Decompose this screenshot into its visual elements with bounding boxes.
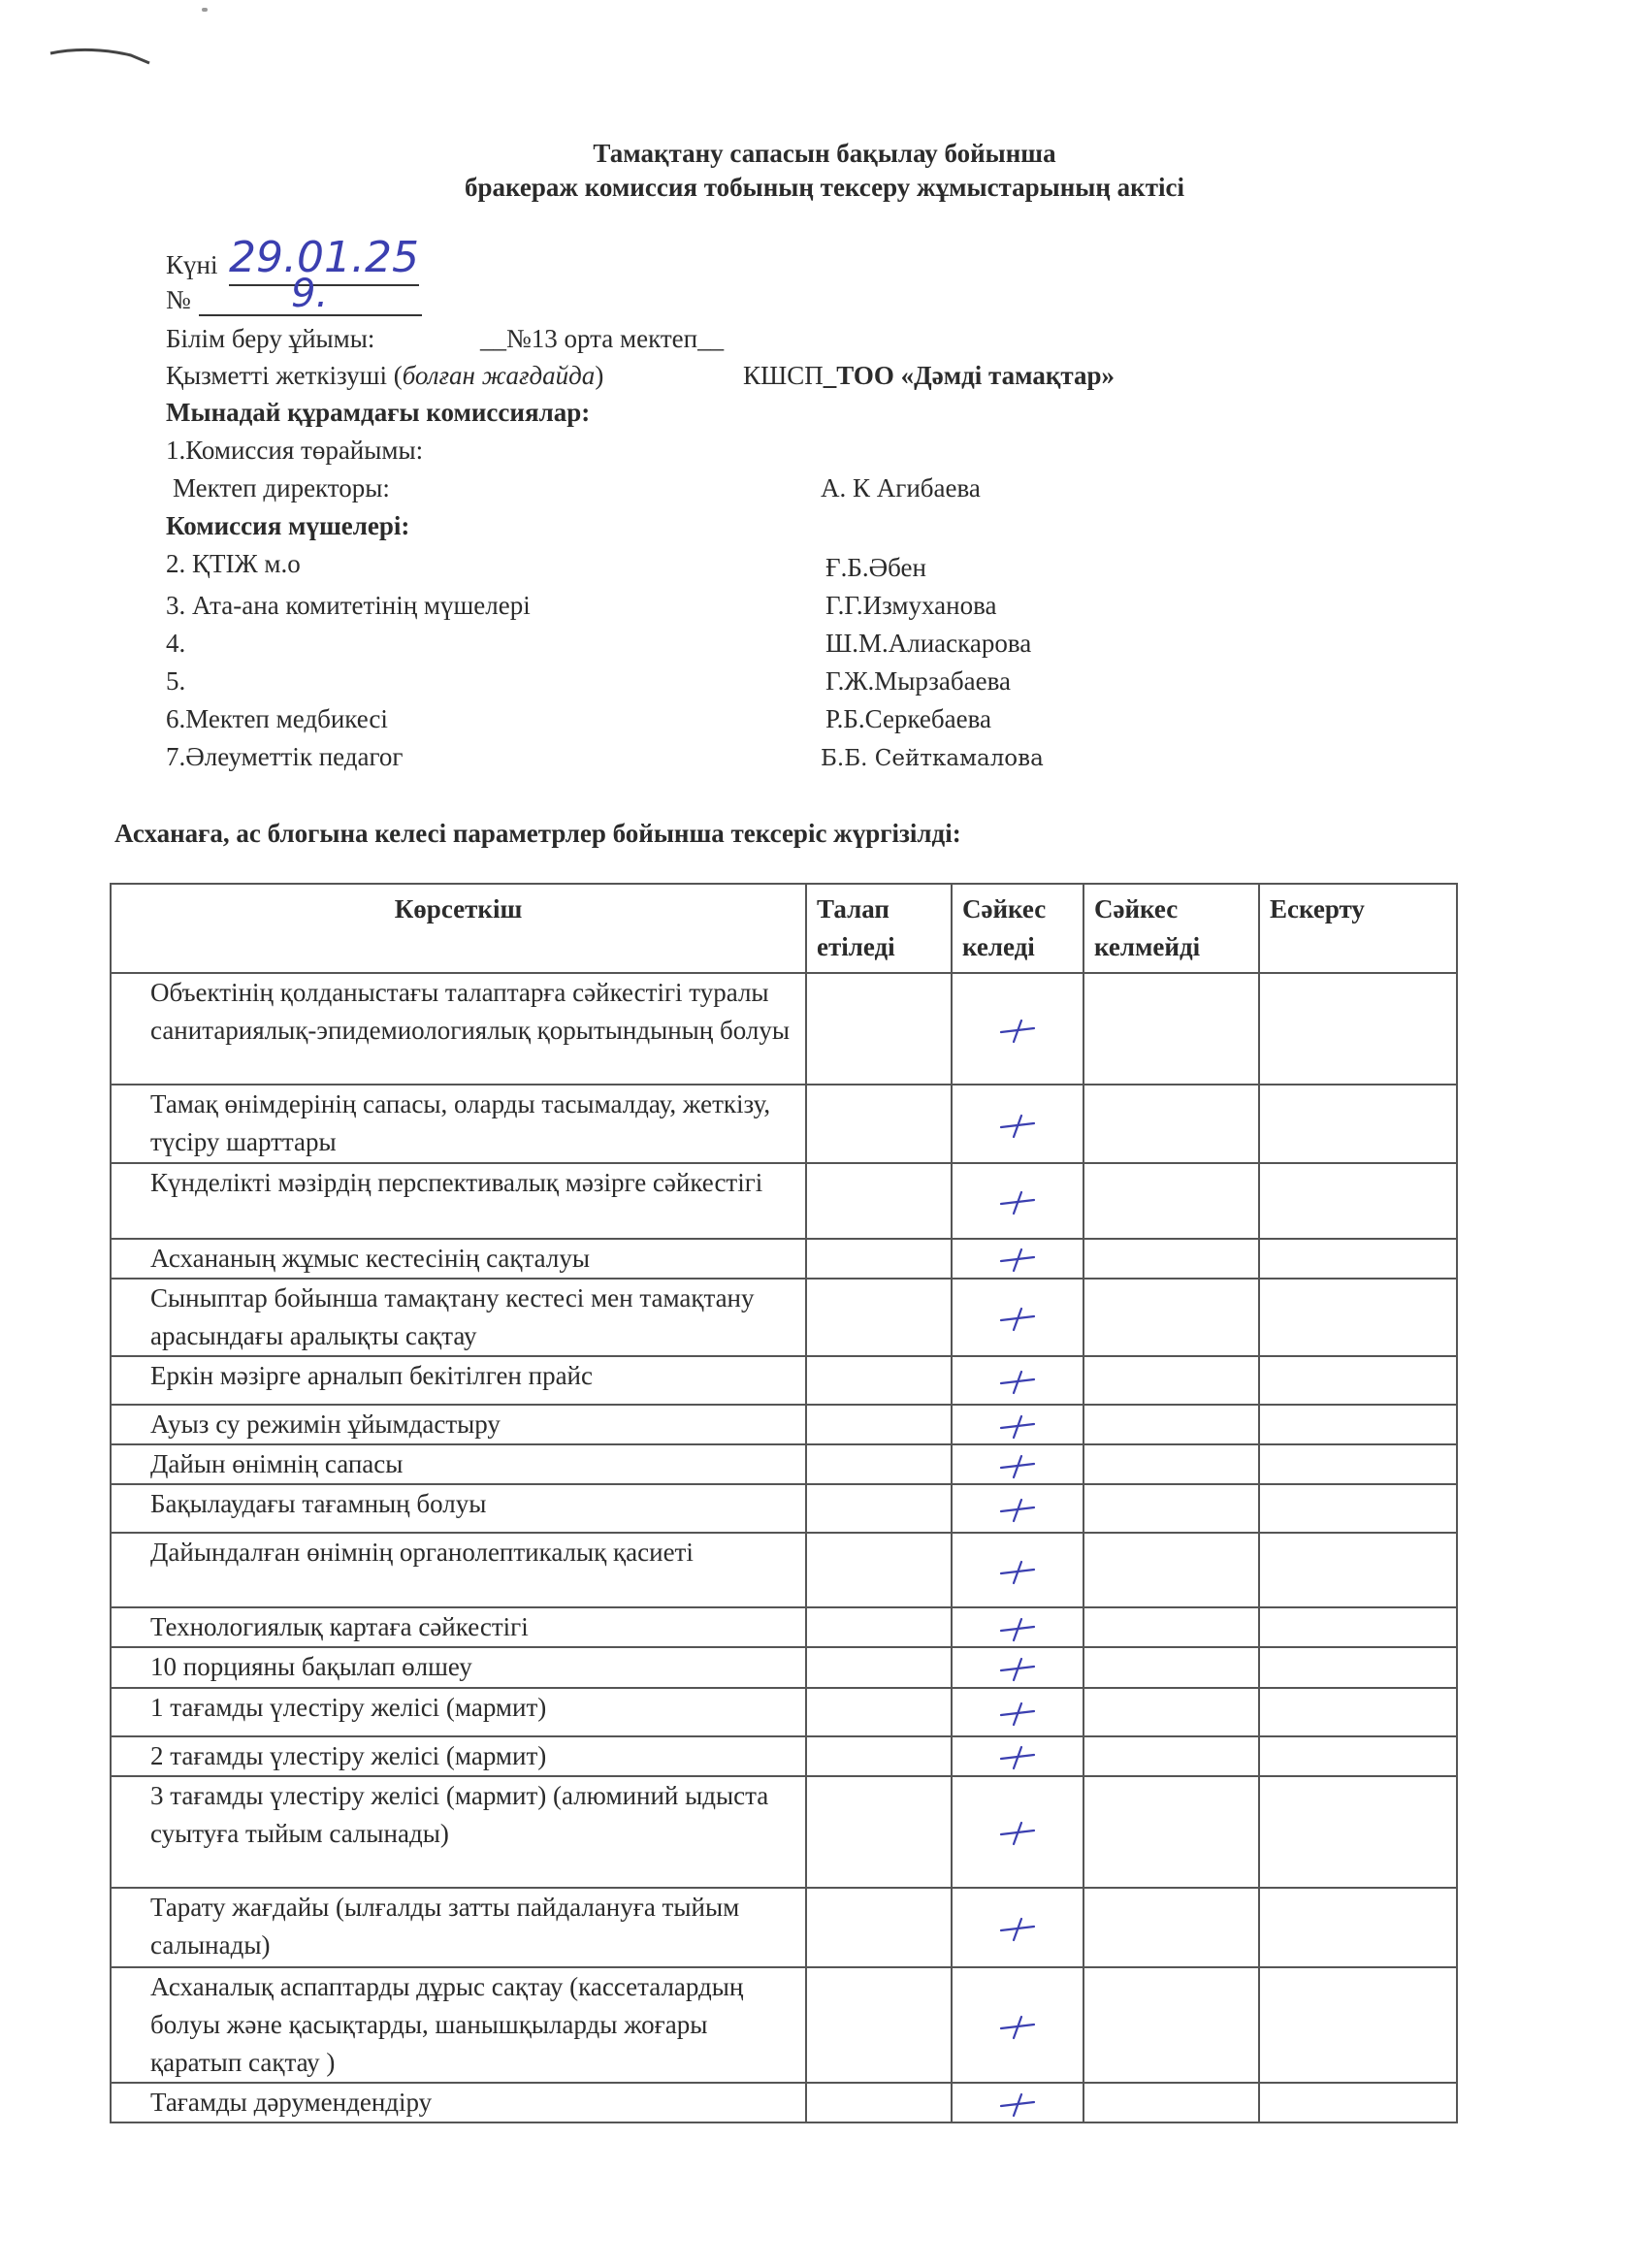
not-complies-cell: [1083, 1736, 1259, 1776]
table-row: [111, 1085, 1457, 1162]
indicator-cell: Тамақ өнімдерінің сапасы, оларды тасымалдау, жеткізу, түсіру шарттары: [111, 1085, 806, 1162]
complies-cell: [952, 973, 1083, 1085]
complies-cell: [952, 2083, 1083, 2122]
not-complies-cell: [1083, 1356, 1259, 1405]
complies-mark: [998, 2015, 1037, 2040]
complies-cell: [952, 1688, 1083, 1736]
indicator-cell: 2 тағамды үлестіру желісі (мармит): [111, 1736, 806, 1776]
table-row: [111, 1239, 1457, 1279]
date-label: Күні: [166, 250, 218, 279]
complies-cell: [952, 1533, 1083, 1607]
table-row: [111, 1607, 1457, 1647]
complies-mark: [998, 1370, 1037, 1395]
complies-mark: [998, 1560, 1037, 1585]
indicator-cell: Еркін мәзірге арналып бекітілген прайс: [111, 1356, 806, 1405]
note-cell: [1259, 1163, 1457, 1239]
complies-cell: [952, 1647, 1083, 1687]
not-complies-cell: [1083, 1279, 1259, 1356]
supplier-value-line: [743, 361, 1115, 391]
table-row: [111, 1163, 1457, 1239]
complies-cell: [952, 1607, 1083, 1647]
complies-cell: [952, 1239, 1083, 1279]
complies-mark: [998, 1657, 1037, 1682]
table-row: [111, 1444, 1457, 1484]
complies-cell: [952, 1356, 1083, 1405]
number-underline: [199, 314, 422, 316]
table-header-row: [111, 884, 1457, 973]
complies-mark: [998, 1307, 1037, 1332]
complies-cell: [952, 1163, 1083, 1239]
note-cell: [1259, 1484, 1457, 1533]
complies-cell: [952, 1484, 1083, 1533]
member-name: Ғ.Б.Әбен: [825, 553, 926, 582]
column-header: Сәйкес келеді: [952, 884, 1083, 973]
required-cell: [806, 973, 952, 1085]
member-role: 5.: [166, 666, 186, 696]
indicator-cell: Асхананың жұмыс кестесінің сақталуы: [111, 1239, 806, 1279]
member-role: 3. Ата-ана комитетінің мүшелері: [166, 591, 531, 620]
indicator-cell: Технологиялық картаға сәйкестігі: [111, 1607, 806, 1647]
complies-mark: [998, 1617, 1037, 1642]
note-cell: [1259, 1688, 1457, 1736]
complies-cell: [952, 1736, 1083, 1776]
required-cell: [806, 1239, 952, 1279]
table-body: [111, 973, 1457, 2122]
member-role: 6.Мектеп медбикесі: [166, 704, 388, 733]
member-role: 7.Әлеуметтік педагог: [166, 742, 404, 771]
required-cell: [806, 1776, 952, 1888]
supplier-label: Қызметті жеткізуші (: [166, 361, 403, 390]
indicator-cell: Тағамды дәрумендендіру: [111, 2083, 806, 2122]
required-cell: [806, 1647, 952, 1687]
supplier-prefix: КШСП: [743, 361, 824, 390]
table-row: [111, 1356, 1457, 1405]
supplier-line: [166, 361, 603, 391]
not-complies-cell: [1083, 1607, 1259, 1647]
table-row: [111, 1776, 1457, 1888]
section-heading: Асханаға, ас блогына келесі параметрлер бойынша тексеріс жүргізілді:: [114, 819, 961, 848]
table-row: [111, 1647, 1457, 1687]
table-row: [111, 1888, 1457, 1967]
chair-role: Мектеп директоры:: [173, 473, 390, 502]
indicator-cell: Ауыз су режимін ұйымдастыру: [111, 1405, 806, 1444]
complies-mark: [998, 1917, 1037, 1942]
required-cell: [806, 1967, 952, 2083]
complies-cell: [952, 1279, 1083, 1356]
indicator-cell: Күнделікті мәзірдің перспективалық мәзірге сәйкестігі: [111, 1163, 806, 1239]
not-complies-cell: [1083, 1647, 1259, 1687]
complies-mark: [998, 1701, 1037, 1727]
inspection-table: [110, 883, 1458, 2123]
member-name: Ш.М.Алиаскарова: [825, 629, 1032, 658]
indicator-cell: Дайын өнімнің сапасы: [111, 1444, 806, 1484]
required-cell: [806, 1279, 952, 1356]
table-row: [111, 1967, 1457, 2083]
column-header: Ескерту: [1259, 884, 1457, 973]
complies-cell: [952, 1776, 1083, 1888]
complies-mark: [998, 1821, 1037, 1846]
date-value: 29.01.25: [229, 233, 419, 282]
member-role: 2. ҚТІЖ м.о: [166, 549, 301, 578]
not-complies-cell: [1083, 1533, 1259, 1607]
chair-label: 1.Комиссия төрайымы:: [166, 436, 424, 465]
note-cell: [1259, 1356, 1457, 1405]
column-header: Сәйкес келмейді: [1083, 884, 1259, 973]
member-name: Р.Б.Серкебаева: [825, 704, 991, 733]
not-complies-cell: [1083, 1444, 1259, 1484]
column-header: Талап етіледі: [806, 884, 952, 973]
complies-cell: [952, 1888, 1083, 1967]
note-cell: [1259, 1444, 1457, 1484]
table-row: [111, 1688, 1457, 1736]
scan-mark: [48, 44, 155, 73]
note-cell: [1259, 973, 1457, 1085]
not-complies-cell: [1083, 1484, 1259, 1533]
table-row: [111, 1405, 1457, 1444]
supplier-condition: болған жағдайда: [402, 361, 596, 390]
org-label: Білім беру ұйымы:: [166, 324, 375, 353]
required-cell: [806, 1688, 952, 1736]
supplier-label-end: ): [595, 361, 604, 390]
table-row: [111, 1279, 1457, 1356]
document-title-line1: Тамақтану сапасын бақылау бойынша: [593, 139, 1056, 168]
indicator-cell: Асханалық аспаптарды дұрыс сақтау (кассеталардың болуы және қасықтарды, шанышқыларды жоғары қаратып сақтау ): [111, 1967, 806, 2083]
complies-cell: [952, 1967, 1083, 2083]
complies-mark: [998, 1114, 1037, 1139]
complies-mark: [998, 1247, 1037, 1273]
required-cell: [806, 1085, 952, 1162]
supplier-value: _ТОО «Дәмді тамақтар»: [823, 361, 1115, 390]
complies-cell: [952, 1405, 1083, 1444]
complies-mark: [998, 2092, 1037, 2118]
complies-mark: [998, 1498, 1037, 1523]
note-cell: [1259, 1776, 1457, 1888]
note-cell: [1259, 1085, 1457, 1162]
chair-name: А. К Агибаева: [821, 473, 981, 502]
note-cell: [1259, 1239, 1457, 1279]
number-value: 9.: [291, 272, 329, 316]
number-label: №: [166, 285, 191, 314]
note-cell: [1259, 1888, 1457, 1967]
indicator-cell: Бақылаудағы тағамның болуы: [111, 1484, 806, 1533]
required-cell: [806, 1444, 952, 1484]
indicator-cell: Сыныптар бойынша тамақтану кестесі мен тамақтану арасындағы аралықты сақтау: [111, 1279, 806, 1356]
required-cell: [806, 1356, 952, 1405]
member-role: 4.: [166, 629, 186, 658]
member-name: Г.Г.Измуханова: [825, 591, 997, 620]
not-complies-cell: [1083, 1405, 1259, 1444]
not-complies-cell: [1083, 1688, 1259, 1736]
indicator-cell: Дайындалған өнімнің органолептикалық қасиеті: [111, 1533, 806, 1607]
required-cell: [806, 1484, 952, 1533]
not-complies-cell: [1083, 1967, 1259, 2083]
table-row: [111, 1736, 1457, 1776]
indicator-cell: 1 тағамды үлестіру желісі (мармит): [111, 1688, 806, 1736]
note-cell: [1259, 1405, 1457, 1444]
table-row: [111, 1484, 1457, 1533]
member-name: Б.Б. Сейткамалова: [821, 746, 1044, 771]
complies-cell: [952, 1085, 1083, 1162]
note-cell: [1259, 1967, 1457, 2083]
table-row: [111, 1533, 1457, 1607]
document-title-line2: бракераж комиссия тобының тексеру жұмыстарының актісі: [465, 173, 1184, 202]
note-cell: [1259, 1736, 1457, 1776]
not-complies-cell: [1083, 1163, 1259, 1239]
member-name: Г.Ж.Мырзабаева: [825, 666, 1011, 696]
not-complies-cell: [1083, 1776, 1259, 1888]
note-cell: [1259, 1607, 1457, 1647]
table-row: [111, 2083, 1457, 2122]
required-cell: [806, 1607, 952, 1647]
required-cell: [806, 1888, 952, 1967]
not-complies-cell: [1083, 1085, 1259, 1162]
not-complies-cell: [1083, 1888, 1259, 1967]
complies-mark: [998, 1414, 1037, 1440]
complies-mark: [998, 1190, 1037, 1215]
indicator-cell: 10 порцияны бақылап өлшеу: [111, 1647, 806, 1687]
org-value: __№13 орта мектеп__: [480, 324, 725, 353]
indicator-cell: Объектінің қолданыстағы талаптарға сәйкестігі туралы санитариялық-эпидемиологиялық қорытындының болуы: [111, 973, 806, 1085]
required-cell: [806, 1736, 952, 1776]
complies-mark: [998, 1745, 1037, 1770]
indicator-cell: 3 тағамды үлестіру желісі (мармит) (алюминий ыдыста суытуға тыйым салынады): [111, 1776, 806, 1888]
not-complies-cell: [1083, 973, 1259, 1085]
complies-mark: [998, 1019, 1037, 1044]
note-cell: [1259, 1533, 1457, 1607]
note-cell: [1259, 2083, 1457, 2122]
members-heading: Комиссия мүшелері:: [166, 511, 410, 540]
complies-mark: [998, 1454, 1037, 1479]
note-cell: [1259, 1647, 1457, 1687]
not-complies-cell: [1083, 1239, 1259, 1279]
required-cell: [806, 1163, 952, 1239]
table-row: [111, 973, 1457, 1085]
required-cell: [806, 1405, 952, 1444]
not-complies-cell: [1083, 2083, 1259, 2122]
required-cell: [806, 2083, 952, 2122]
note-cell: [1259, 1279, 1457, 1356]
indicator-cell: Тарату жағдайы (ылғалды затты пайдалануға тыйым салынады): [111, 1888, 806, 1967]
scan-dot: [202, 8, 208, 12]
complies-cell: [952, 1444, 1083, 1484]
required-cell: [806, 1533, 952, 1607]
commission-heading: Мынадай құрамдағы комиссиялар:: [166, 398, 591, 427]
column-header: Көрсеткіш: [111, 884, 806, 973]
